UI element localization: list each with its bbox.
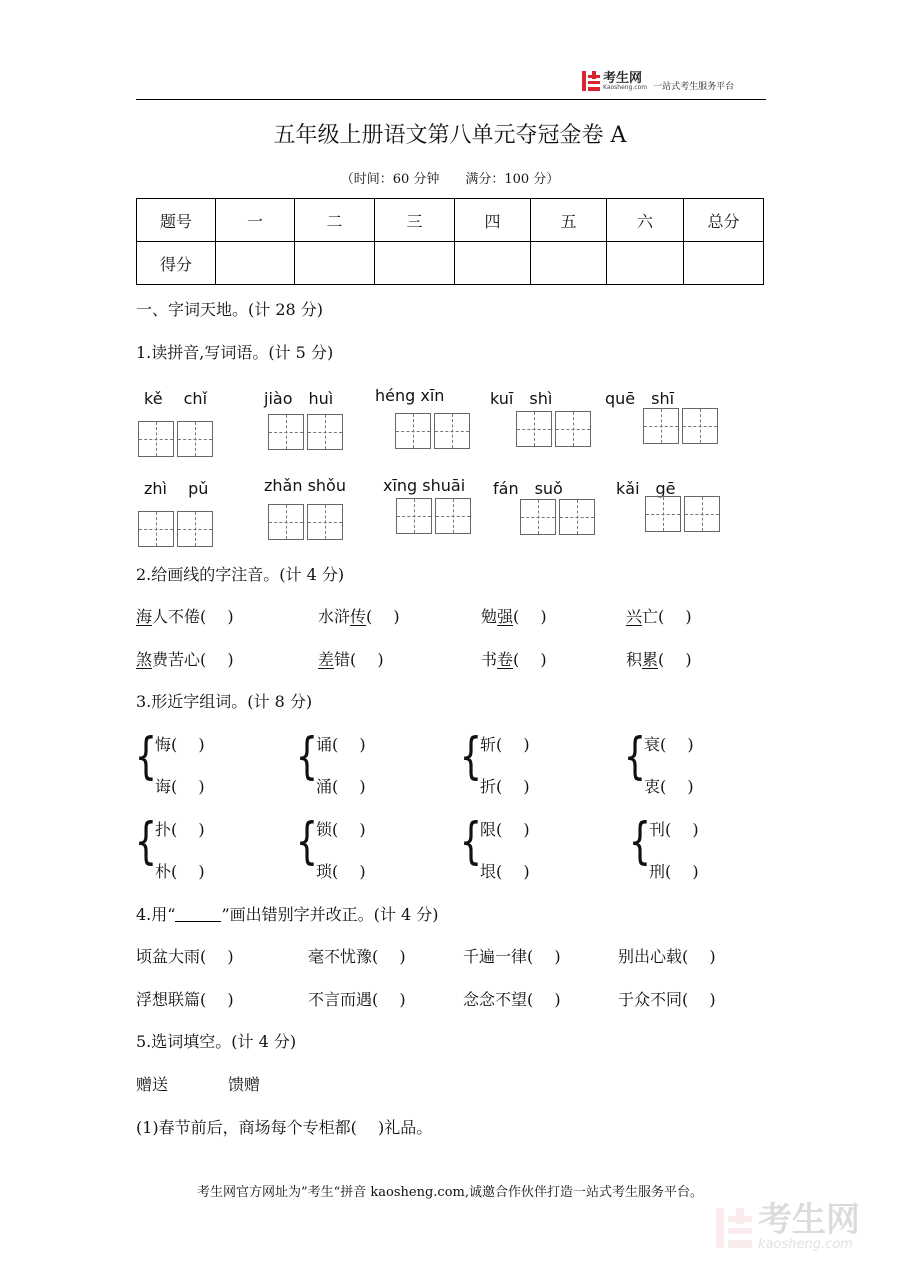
writing-boxes[interactable] <box>268 414 343 450</box>
idiom-item: 千遍一律( ) <box>463 947 561 966</box>
pinyin: kǎi gē <box>616 479 676 498</box>
pair-item: 涌( ) <box>316 777 366 796</box>
score-table-score-row <box>137 242 764 285</box>
score-blank[interactable] <box>216 242 295 285</box>
pinyin: quē shī <box>605 389 675 408</box>
writing-boxes[interactable] <box>643 408 718 444</box>
watermark <box>716 1200 860 1252</box>
pinyin: kě chǐ <box>144 389 208 408</box>
writing-boxes[interactable] <box>396 498 471 534</box>
brace-icon: { <box>295 812 319 870</box>
pair-item: 琐( ) <box>316 862 366 881</box>
idiom-item: 于众不同( ) <box>618 990 716 1009</box>
footer-note: 考生网官方网址为”考生“拼音 kaosheng.com,诚邀合作伙伴打造一站式考生服务平台。 <box>196 1185 703 1200</box>
score-cell: 四 <box>455 199 531 242</box>
pair-item: 衷( ) <box>644 777 694 796</box>
writing-boxes[interactable] <box>520 499 595 535</box>
idiom-item: 念念不望( ) <box>463 990 561 1009</box>
writing-boxes[interactable] <box>395 413 470 449</box>
pair-item: 扑( ) <box>155 820 205 839</box>
underlined-char: 差 <box>318 650 335 669</box>
site-logo <box>582 70 734 92</box>
score-blank[interactable] <box>375 242 455 285</box>
phonetic-item: 差错( ) <box>318 650 384 669</box>
pair-item: 诵( ) <box>316 735 366 754</box>
score-cell: 二 <box>295 199 375 242</box>
score-table-header-row <box>137 199 764 242</box>
phonetic-item: 勉强( ) <box>481 607 547 626</box>
question-4-label: 4.用“ ”画出错别字并改正。(计 4 分) <box>136 905 439 924</box>
logo-slogan: 一站式考生服务平台 <box>653 81 735 92</box>
pair-item: 悔( ) <box>155 735 205 754</box>
phonetic-item: 兴亡( ) <box>626 607 692 626</box>
underline-blank <box>175 921 221 922</box>
writing-boxes[interactable] <box>268 504 343 540</box>
fill-sentence: (1)春节前后，商场每个专柜都( )礼品。 <box>136 1118 433 1137</box>
idiom-item: 不言而遇( ) <box>308 990 406 1009</box>
pair-item: 限( ) <box>480 820 530 839</box>
watermark-name: 考生网 <box>758 1200 860 1240</box>
question-1-label: 1.读拼音,写词语。(计 5 分) <box>136 343 334 362</box>
underlined-char: 强 <box>497 607 514 626</box>
logo-name: 考生网 <box>603 70 643 86</box>
logo-url: Kaosheng.com <box>603 83 648 91</box>
pair-item: 刊( ) <box>649 820 699 839</box>
question-5-label: 5.选词填空。(计 4 分) <box>136 1032 297 1051</box>
underlined-char: 传 <box>350 607 367 626</box>
pinyin: kuī shì <box>490 389 553 408</box>
phonetic-item: 煞费苦心( ) <box>136 650 234 669</box>
exam-info: （时间：60 分钟 满分：100 分） <box>340 172 560 187</box>
score-cell: 五 <box>531 199 607 242</box>
brace-icon: { <box>628 812 652 870</box>
score-blank[interactable] <box>607 242 684 285</box>
pair-item: 锁( ) <box>316 820 366 839</box>
idiom-item: 别出心载( ) <box>618 947 716 966</box>
score-cell: 一 <box>216 199 295 242</box>
idiom-item: 毫不忧豫( ) <box>308 947 406 966</box>
score-table <box>136 198 764 285</box>
phonetic-item: 海人不倦( ) <box>136 607 234 626</box>
score-cell: 题号 <box>137 199 216 242</box>
score-cell: 总分 <box>684 199 764 242</box>
score-blank[interactable] <box>531 242 607 285</box>
watermark-url: kaosheng.com <box>758 1237 853 1252</box>
score-blank[interactable] <box>684 242 764 285</box>
underlined-char: 煞 <box>136 650 153 669</box>
word-option: 赠送 <box>136 1075 169 1094</box>
header-divider <box>136 99 766 100</box>
brace-icon: { <box>459 727 483 785</box>
pair-item: 衰( ) <box>644 735 694 754</box>
phonetic-item: 书卷( ) <box>481 650 547 669</box>
idiom-item: 顷盆大雨( ) <box>136 947 234 966</box>
pair-item: 诲( ) <box>155 777 205 796</box>
writing-boxes[interactable] <box>645 496 720 532</box>
score-cell: 三 <box>375 199 455 242</box>
score-cell: 六 <box>607 199 684 242</box>
pair-item: 垠( ) <box>480 862 530 881</box>
logo-mark-icon <box>582 71 600 91</box>
underlined-char: 卷 <box>497 650 514 669</box>
writing-boxes[interactable] <box>138 511 213 547</box>
score-blank[interactable] <box>295 242 375 285</box>
brace-icon: { <box>623 727 647 785</box>
watermark-logo-icon <box>716 1208 752 1248</box>
phonetic-item: 积累( ) <box>626 650 692 669</box>
pinyin: zhǎn shǒu <box>264 476 346 495</box>
word-option: 馈赠 <box>228 1075 261 1094</box>
brace-icon: { <box>295 727 319 785</box>
question-2-label: 2.给画线的字注音。(计 4 分) <box>136 565 345 584</box>
pinyin: fán suǒ <box>493 479 563 498</box>
underlined-char: 海 <box>136 607 153 626</box>
section-heading: 一、字词天地。(计 28 分) <box>136 300 324 319</box>
brace-icon: { <box>134 727 158 785</box>
question-3-label: 3.形近字组词。(计 8 分) <box>136 692 313 711</box>
pinyin: xīng shuāi <box>383 476 466 495</box>
pinyin: zhì pǔ <box>144 479 209 498</box>
pinyin: héng xīn <box>375 386 445 405</box>
score-cell: 得分 <box>137 242 216 285</box>
brace-icon: { <box>459 812 483 870</box>
writing-boxes[interactable] <box>138 421 213 457</box>
brace-icon: { <box>134 812 158 870</box>
pair-item: 刑( ) <box>649 862 699 881</box>
underlined-char: 累 <box>642 650 659 669</box>
page-title: 五年级上册语文第八单元夺冠金卷 A <box>273 123 627 148</box>
pinyin: jiào huì <box>264 389 334 408</box>
underlined-char: 兴 <box>626 607 643 626</box>
writing-boxes[interactable] <box>516 411 591 447</box>
pair-item: 折( ) <box>480 777 530 796</box>
score-blank[interactable] <box>455 242 531 285</box>
pair-item: 斩( ) <box>480 735 530 754</box>
idiom-item: 浮想联篇( ) <box>136 990 234 1009</box>
phonetic-item: 水浒传( ) <box>318 607 400 626</box>
pair-item: 朴( ) <box>155 862 205 881</box>
